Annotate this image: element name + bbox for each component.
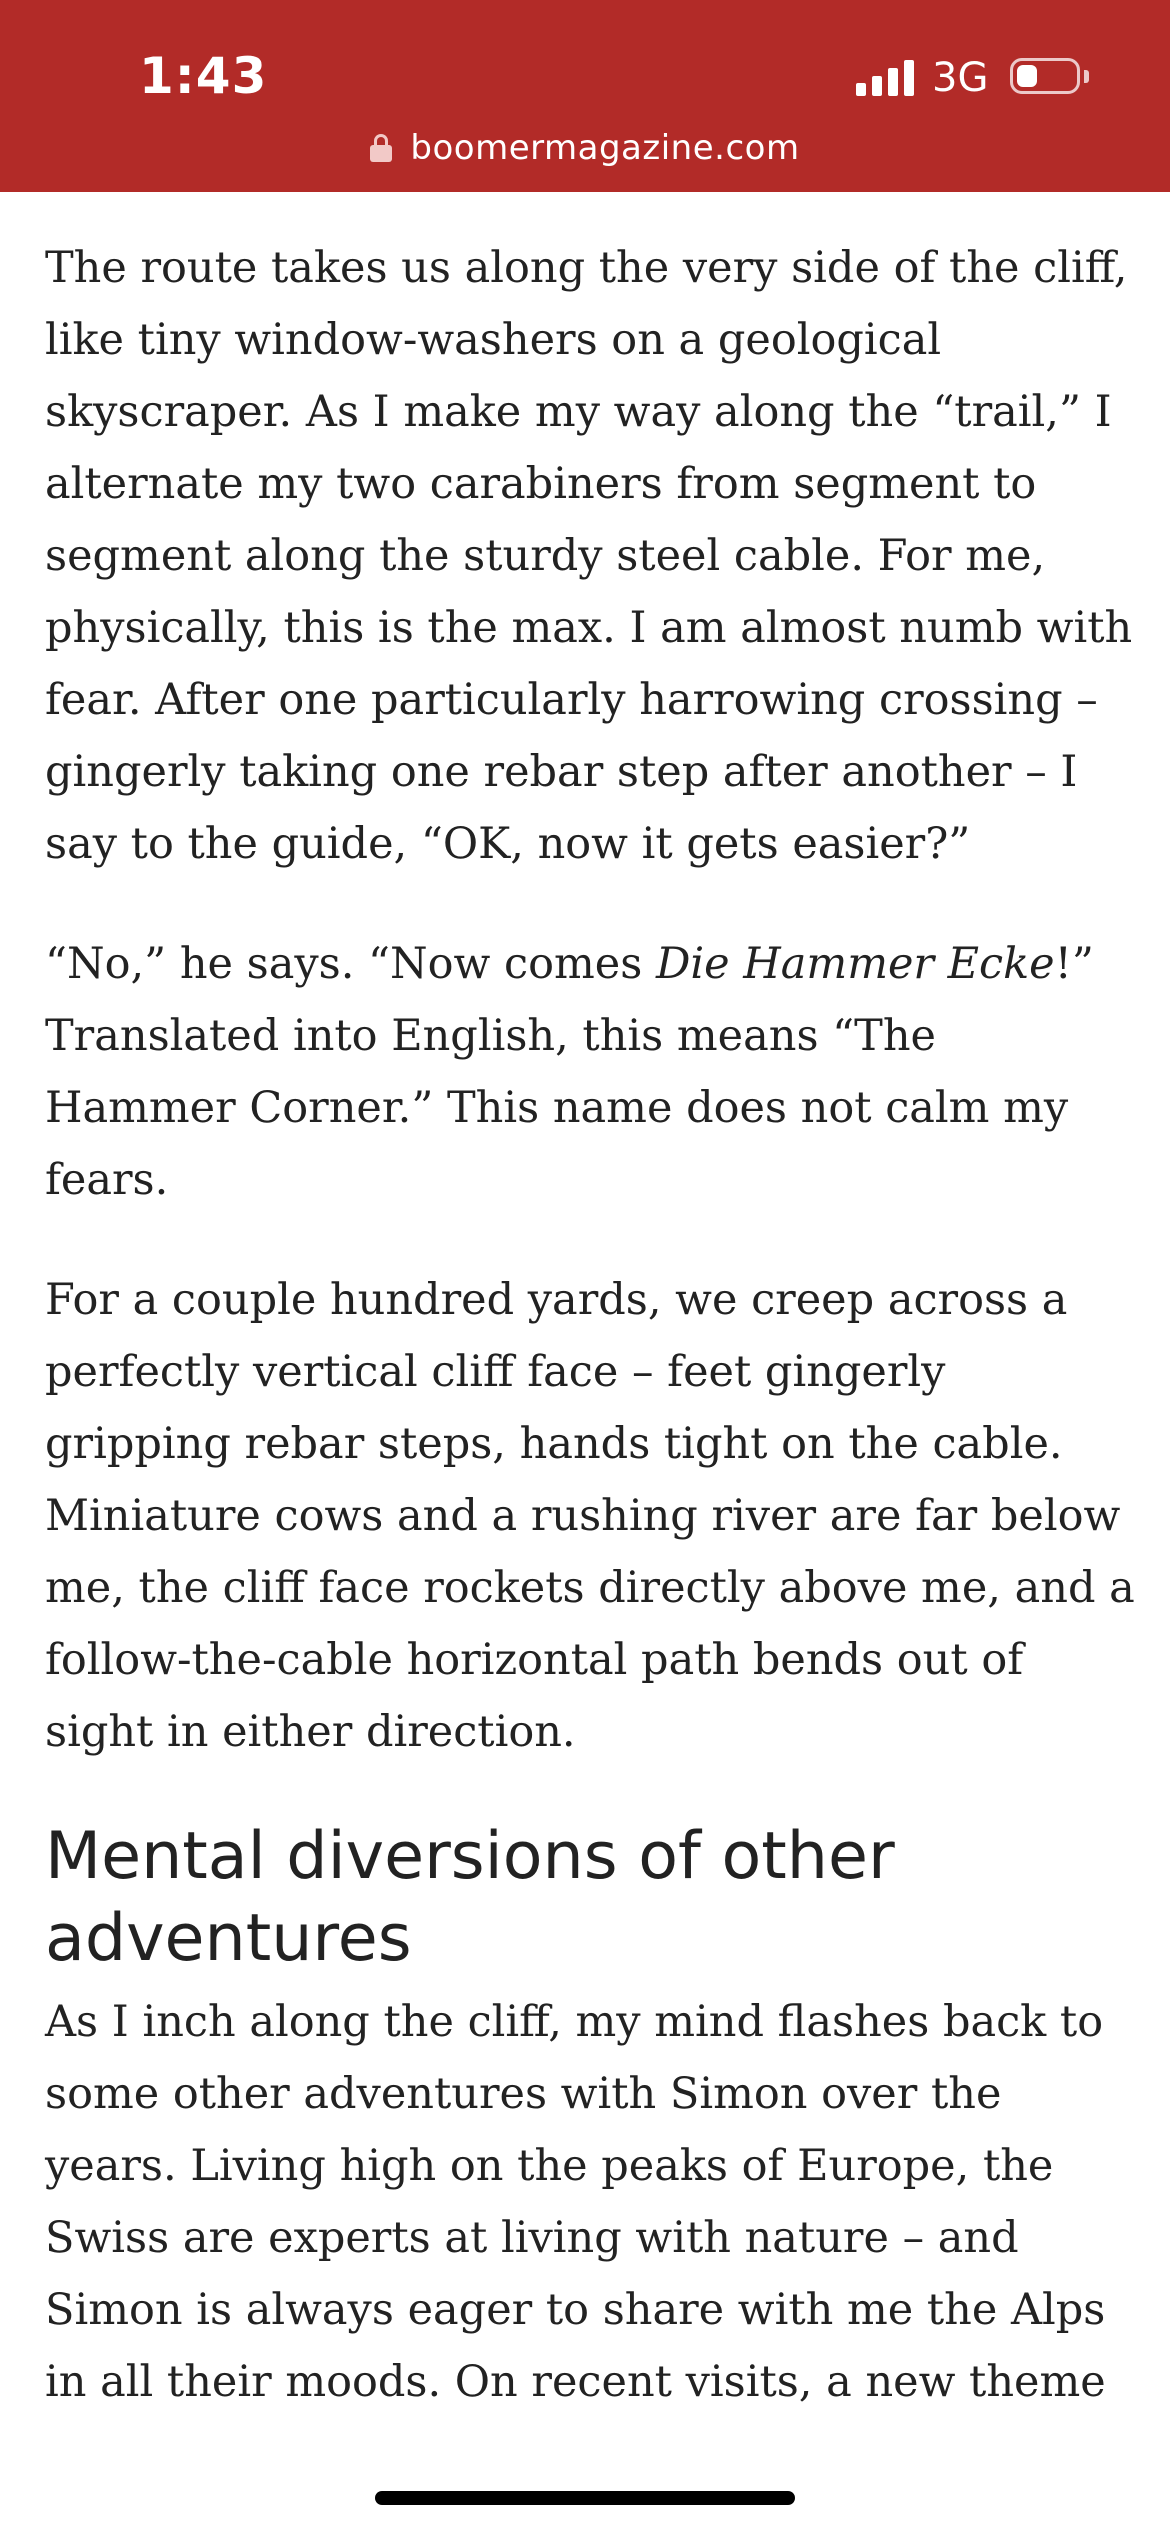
lock-icon xyxy=(370,134,392,162)
article-paragraph: For a couple hundred yards, we creep across a perfectly vertical cliff face – feet gingerly gripping rebar steps, hands tight on the cable. Miniature cows and a rushing river are far below me, the cliff face rockets directly above me, and a follow-the-cable horizontal path bends out of sight in either direction. xyxy=(45,1275,1135,1757)
article-body xyxy=(45,232,1135,2466)
status-time: 1:43 xyxy=(139,47,268,105)
paragraph-text: !” Translated into English, this means “The Hammer Corner.” This name does not calm my fears. xyxy=(45,939,1094,1205)
article-paragraph xyxy=(45,928,1135,1216)
home-indicator[interactable] xyxy=(375,2491,795,2505)
url-text[interactable]: boomermagazine.com xyxy=(410,128,800,168)
article-paragraph: As I inch along the cliff, my mind flashes back to some other adventures with Simon over the years. Living high on the peaks of Europe, the Swiss are experts at living with nature – and Simon is always eager to share with me the Alps in all their moods. On recent visits, a new theme xyxy=(45,1997,1106,2407)
article-paragraph: The route takes us along the very side of the cliff, like tiny window-washers on a geological skyscraper. As I make my way along the “trail,” I alternate my two carabiners from segment to segment along the sturdy steel cable. For me, physically, this is the max. I am almost numb with fear. After one particularly harrowing crossing – gingerly taking one rebar step after another – I say to the guide, “OK, now it gets easier?” xyxy=(45,243,1133,869)
cellular-signal-icon xyxy=(856,60,914,96)
paragraph-text: “No,” he says. “Now comes xyxy=(45,939,656,989)
battery-level xyxy=(1017,65,1037,87)
section-heading: Mental diversions of other adventures xyxy=(45,1819,895,1976)
emphasis-text: Die Hammer Ecke xyxy=(655,939,1055,989)
battery-cap xyxy=(1084,70,1089,83)
battery-icon xyxy=(1010,58,1080,94)
network-type: 3G xyxy=(932,55,989,101)
status-bar xyxy=(0,0,1170,192)
address-bar[interactable] xyxy=(0,122,1170,174)
